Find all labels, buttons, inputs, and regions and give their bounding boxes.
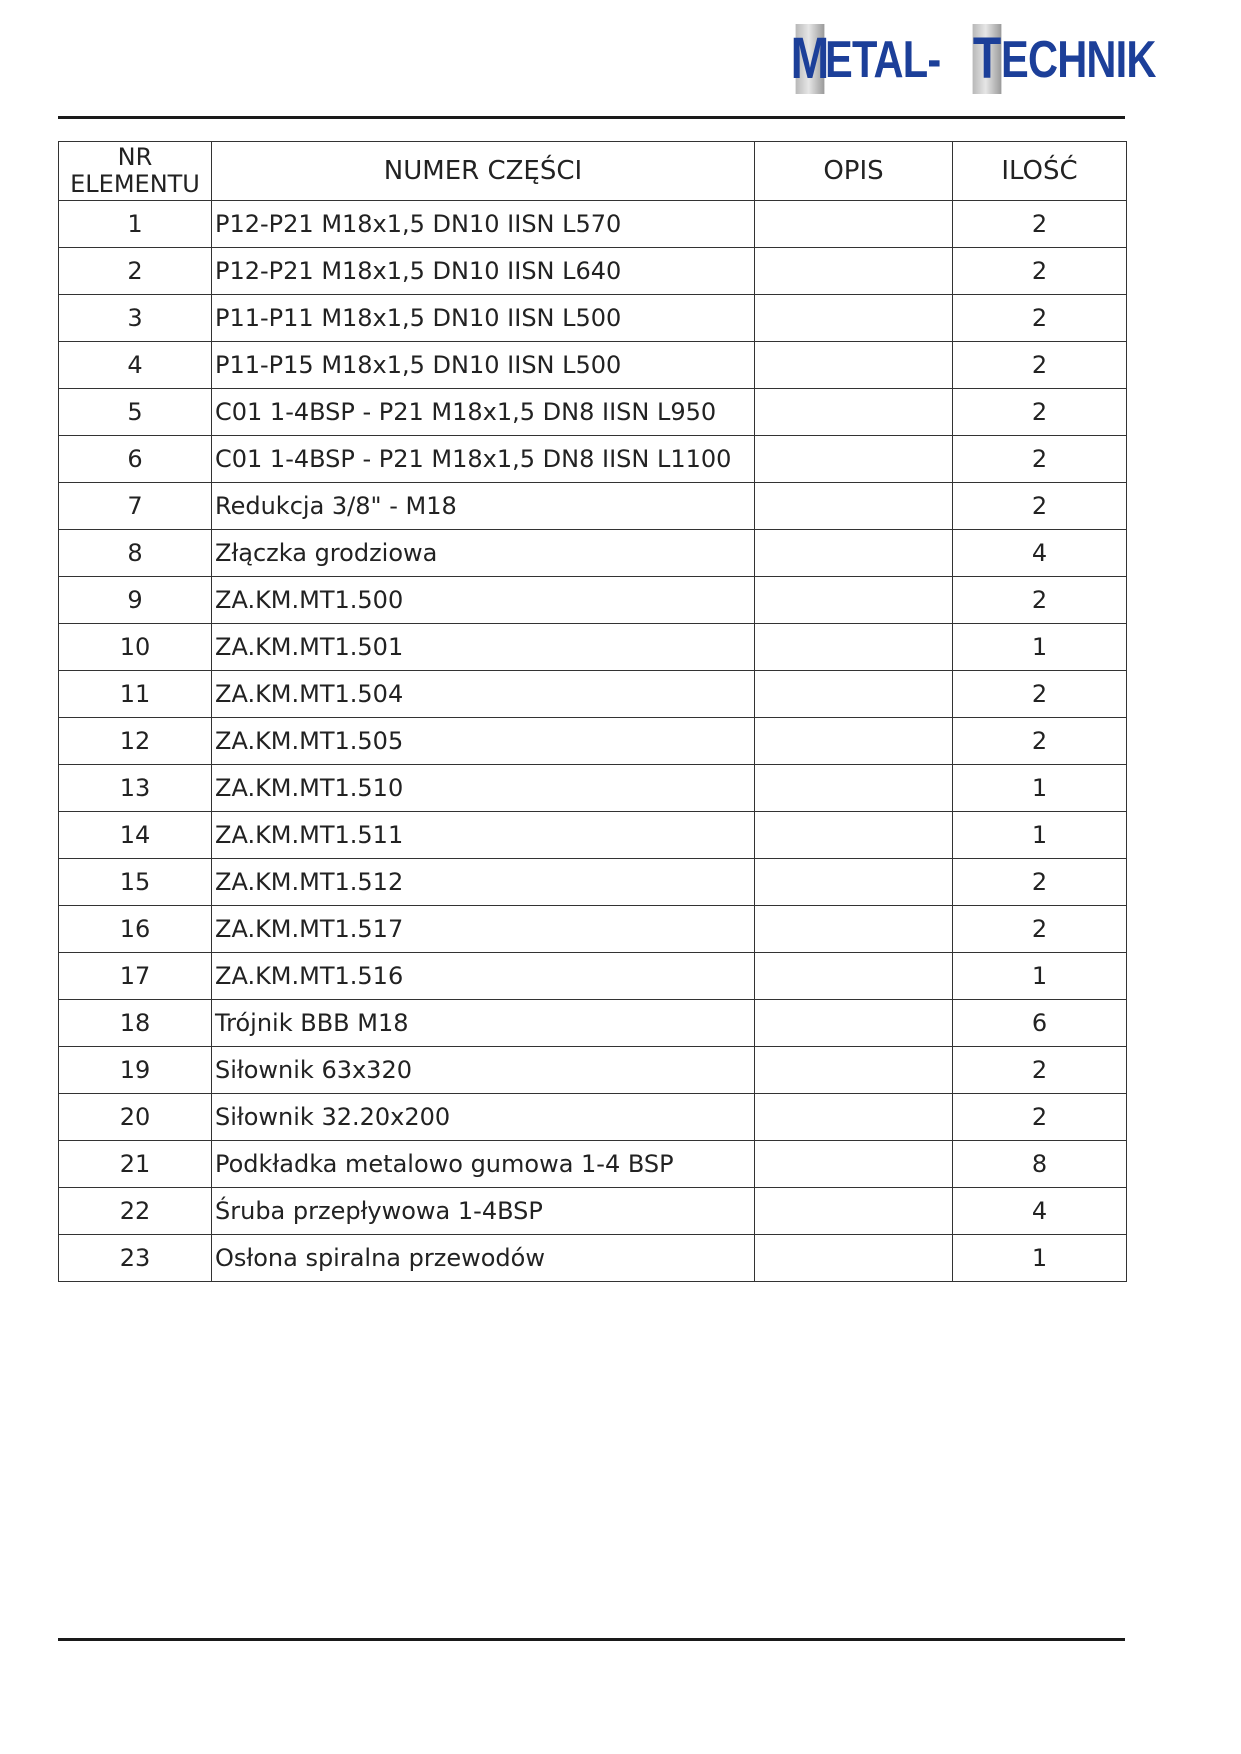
cell-description [755, 389, 953, 436]
cell-element-number: 6 [59, 436, 212, 483]
header-quantity: ILOŚĆ [953, 142, 1127, 201]
cell-description [755, 201, 953, 248]
table-row [59, 812, 1127, 859]
logo-letter-t: T [973, 26, 1002, 91]
cell-element-number: 10 [59, 624, 212, 671]
table-row [59, 530, 1127, 577]
cell-element-number: 16 [59, 906, 212, 953]
cell-quantity: 2 [953, 483, 1127, 530]
table-row [59, 953, 1127, 1000]
cell-element-number: 2 [59, 248, 212, 295]
cell-part-number: ZA.KM.MT1.516 [212, 953, 755, 1000]
cell-quantity: 2 [953, 295, 1127, 342]
cell-description [755, 718, 953, 765]
cell-description [755, 671, 953, 718]
cell-description [755, 953, 953, 1000]
cell-quantity: 2 [953, 1047, 1127, 1094]
cell-element-number: 1 [59, 201, 212, 248]
table-row [59, 718, 1127, 765]
cell-quantity: 6 [953, 1000, 1127, 1047]
cell-part-number: ZA.KM.MT1.500 [212, 577, 755, 624]
cell-quantity: 1 [953, 624, 1127, 671]
cell-quantity: 2 [953, 201, 1127, 248]
header-nr-line1: NR [117, 143, 153, 171]
table-row [59, 248, 1127, 295]
cell-part-number: Redukcja 3/8" - M18 [212, 483, 755, 530]
cell-part-number: ZA.KM.MT1.504 [212, 671, 755, 718]
cell-quantity: 1 [953, 812, 1127, 859]
table-header-row [59, 142, 1127, 201]
logo-letter-m-block [790, 24, 830, 94]
logo-text-part1: ETAL- [825, 31, 941, 89]
cell-quantity: 2 [953, 1094, 1127, 1141]
cell-part-number: C01 1-4BSP - P21 M18x1,5 DN8 IISN L950 [212, 389, 755, 436]
cell-description [755, 1188, 953, 1235]
cell-part-number: Podkładka metalowo gumowa 1-4 BSP [212, 1141, 755, 1188]
header-divider [58, 116, 1125, 119]
cell-part-number: ZA.KM.MT1.517 [212, 906, 755, 953]
table-row [59, 906, 1127, 953]
cell-quantity: 2 [953, 577, 1127, 624]
table-row [59, 859, 1127, 906]
cell-part-number: ZA.KM.MT1.510 [212, 765, 755, 812]
cell-element-number: 23 [59, 1235, 212, 1282]
cell-part-number: P11-P11 M18x1,5 DN10 IISN L500 [212, 295, 755, 342]
cell-description [755, 906, 953, 953]
cell-part-number: Złączka grodziowa [212, 530, 755, 577]
cell-description [755, 248, 953, 295]
cell-part-number: Śruba przepływowa 1-4BSP [212, 1188, 755, 1235]
cell-quantity: 2 [953, 436, 1127, 483]
cell-part-number: C01 1-4BSP - P21 M18x1,5 DN8 IISN L1100 [212, 436, 755, 483]
logo-letter-t-block [973, 24, 1002, 94]
cell-quantity: 2 [953, 859, 1127, 906]
cell-part-number: ZA.KM.MT1.511 [212, 812, 755, 859]
cell-quantity: 2 [953, 671, 1127, 718]
cell-description [755, 577, 953, 624]
cell-part-number: Osłona spiralna przewodów [212, 1235, 755, 1282]
cell-quantity: 2 [953, 718, 1127, 765]
cell-quantity: 2 [953, 389, 1127, 436]
cell-element-number: 3 [59, 295, 212, 342]
table-row [59, 1047, 1127, 1094]
cell-description [755, 765, 953, 812]
cell-element-number: 20 [59, 1094, 212, 1141]
cell-description [755, 1094, 953, 1141]
cell-description [755, 530, 953, 577]
cell-element-number: 5 [59, 389, 212, 436]
cell-part-number: P11-P15 M18x1,5 DN10 IISN L500 [212, 342, 755, 389]
cell-description [755, 1235, 953, 1282]
table-row [59, 389, 1127, 436]
cell-element-number: 11 [59, 671, 212, 718]
header-description: OPIS [755, 142, 953, 201]
logo-text-part2: ECHNIK [1001, 31, 1156, 89]
table-row [59, 483, 1127, 530]
cell-element-number: 4 [59, 342, 212, 389]
cell-description [755, 1047, 953, 1094]
cell-part-number: P12-P21 M18x1,5 DN10 IISN L640 [212, 248, 755, 295]
table-row [59, 1094, 1127, 1141]
cell-element-number: 15 [59, 859, 212, 906]
cell-element-number: 21 [59, 1141, 212, 1188]
footer-divider [58, 1638, 1125, 1641]
cell-part-number: ZA.KM.MT1.512 [212, 859, 755, 906]
table-row [59, 577, 1127, 624]
table-row [59, 201, 1127, 248]
table-row [59, 342, 1127, 389]
cell-quantity: 1 [953, 1235, 1127, 1282]
company-logo [792, 22, 1195, 94]
cell-element-number: 19 [59, 1047, 212, 1094]
cell-part-number: Siłownik 32.20x200 [212, 1094, 755, 1141]
table-row [59, 1235, 1127, 1282]
cell-quantity: 1 [953, 953, 1127, 1000]
cell-quantity: 2 [953, 248, 1127, 295]
cell-element-number: 22 [59, 1188, 212, 1235]
cell-description [755, 295, 953, 342]
cell-element-number: 9 [59, 577, 212, 624]
cell-element-number: 7 [59, 483, 212, 530]
cell-part-number: P12-P21 M18x1,5 DN10 IISN L570 [212, 201, 755, 248]
cell-description [755, 624, 953, 671]
table-row [59, 295, 1127, 342]
cell-part-number: ZA.KM.MT1.505 [212, 718, 755, 765]
table-row [59, 624, 1127, 671]
cell-element-number: 12 [59, 718, 212, 765]
table-body [59, 201, 1127, 1282]
cell-quantity: 4 [953, 1188, 1127, 1235]
cell-quantity: 1 [953, 765, 1127, 812]
header-part-number: NUMER CZĘŚCI [212, 142, 755, 201]
cell-quantity: 4 [953, 530, 1127, 577]
cell-description [755, 1141, 953, 1188]
cell-description [755, 436, 953, 483]
table-row [59, 671, 1127, 718]
cell-element-number: 14 [59, 812, 212, 859]
cell-element-number: 8 [59, 530, 212, 577]
cell-quantity: 2 [953, 906, 1127, 953]
cell-element-number: 18 [59, 1000, 212, 1047]
table-row [59, 765, 1127, 812]
header-element-number [59, 142, 212, 201]
cell-part-number: ZA.KM.MT1.501 [212, 624, 755, 671]
table-row [59, 1188, 1127, 1235]
cell-element-number: 17 [59, 953, 212, 1000]
table-row [59, 1000, 1127, 1047]
logo-letter-m: M [790, 26, 830, 91]
cell-element-number: 13 [59, 765, 212, 812]
cell-description [755, 812, 953, 859]
cell-part-number: Siłownik 63x320 [212, 1047, 755, 1094]
table-row [59, 436, 1127, 483]
parts-table [58, 141, 1127, 1282]
cell-quantity: 8 [953, 1141, 1127, 1188]
cell-description [755, 483, 953, 530]
header-nr-line2: ELEMENTU [70, 170, 200, 198]
cell-description [755, 342, 953, 389]
cell-quantity: 2 [953, 342, 1127, 389]
table-row [59, 1141, 1127, 1188]
cell-description [755, 859, 953, 906]
cell-description [755, 1000, 953, 1047]
cell-part-number: Trójnik BBB M18 [212, 1000, 755, 1047]
